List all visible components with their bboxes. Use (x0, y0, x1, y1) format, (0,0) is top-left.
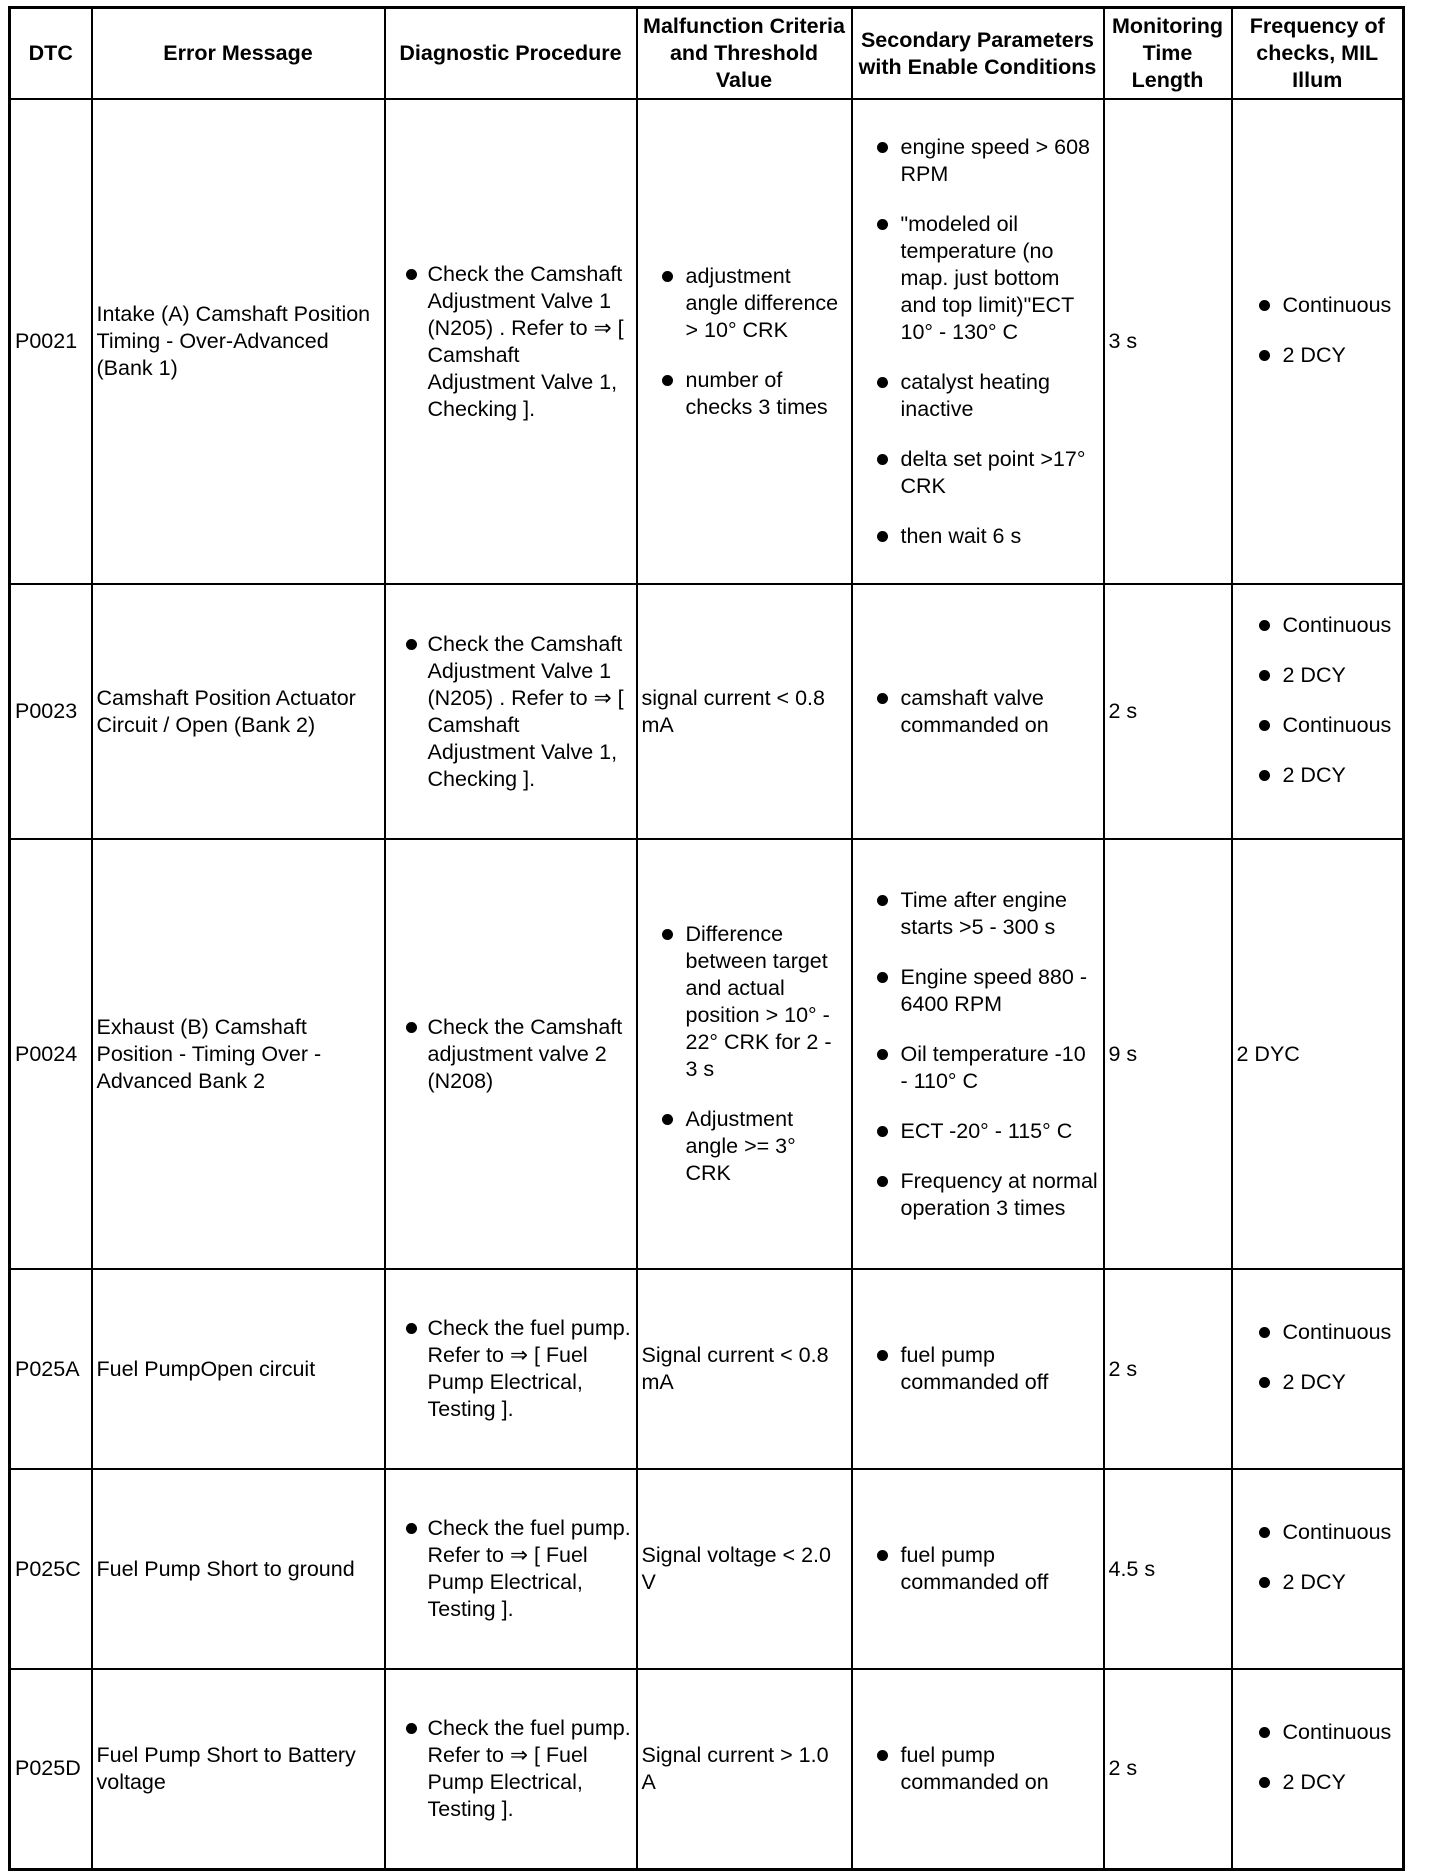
frequency-item: Continuous (1237, 1719, 1399, 1746)
frequency (1232, 584, 1404, 839)
diagnostic-step-list (390, 1315, 632, 1423)
criteria-list (642, 921, 847, 1187)
diagnostic-step-list (390, 631, 632, 793)
table-row (10, 99, 1404, 584)
diagnostic-procedure (385, 99, 637, 584)
dtc-code: P0024 (10, 839, 92, 1269)
diagnostic-procedure (385, 1269, 637, 1469)
criteria-item: Difference between target and actual position > 10° - 22° CRK for 2 - 3 s (642, 921, 847, 1083)
header-malfunction-criteria: Malfunction Criteria and Threshold Value (637, 8, 852, 100)
frequency-item: 2 DCY (1237, 342, 1399, 369)
criteria-item: number of checks 3 times (642, 367, 847, 421)
frequency-list (1237, 1319, 1399, 1396)
frequency-item: 2 DCY (1237, 662, 1399, 689)
diagnostic-step-list (390, 261, 632, 423)
dtc-code: P0021 (10, 99, 92, 584)
header-row (10, 8, 1404, 100)
secondary-parameters (852, 584, 1104, 839)
malfunction-criteria: signal current < 0.8 mA (637, 584, 852, 839)
dtc-code: P0023 (10, 584, 92, 839)
parameter-item: fuel pump commanded on (857, 1742, 1099, 1796)
monitoring-time: 4.5 s (1104, 1469, 1232, 1669)
monitoring-time: 2 s (1104, 584, 1232, 839)
monitoring-time: 9 s (1104, 839, 1232, 1269)
parameter-list (857, 1742, 1099, 1796)
diagnostic-step-list (390, 1515, 632, 1623)
diagnostic-procedure (385, 839, 637, 1269)
parameter-item: Frequency at normal operation 3 times (857, 1168, 1099, 1222)
secondary-parameters (852, 839, 1104, 1269)
parameter-item: ECT -20° - 115° C (857, 1118, 1099, 1145)
secondary-parameters (852, 1469, 1104, 1669)
frequency-list (1237, 292, 1399, 369)
dtc-code: P025D (10, 1669, 92, 1869)
frequency (1232, 99, 1404, 584)
diagnostic-procedure (385, 1669, 637, 1869)
parameter-item: then wait 6 s (857, 523, 1099, 550)
frequency-item: 2 DCY (1237, 762, 1399, 789)
header-frequency: Frequency of checks, MIL Illum (1232, 8, 1404, 100)
header-diagnostic-procedure: Diagnostic Procedure (385, 8, 637, 100)
malfunction-criteria: Signal current > 1.0 A (637, 1669, 852, 1869)
malfunction-criteria (637, 99, 852, 584)
header-secondary-parameters: Secondary Parameters with Enable Conditions (852, 8, 1104, 100)
frequency-item: Continuous (1237, 292, 1399, 319)
frequency-item: 2 DCY (1237, 1769, 1399, 1796)
frequency (1232, 1269, 1404, 1469)
diagnostic-step-item: Check the fuel pump. Refer to ⇒ [ Fuel Pump Electrical, Testing ]. (390, 1515, 632, 1623)
header-dtc: DTC (10, 8, 92, 100)
frequency-item: Continuous (1237, 1319, 1399, 1346)
parameter-list (857, 1542, 1099, 1596)
frequency-item: Continuous (1237, 1519, 1399, 1546)
diagnostic-procedure (385, 1469, 637, 1669)
error-message: Exhaust (B) Camshaft Position - Timing Over - Advanced Bank 2 (92, 839, 385, 1269)
diagnostic-step-list (390, 1014, 632, 1095)
dtc-code: P025A (10, 1269, 92, 1469)
diagnostic-step-item: Check the Camshaft Adjustment Valve 1 (N205) . Refer to ⇒ [ Camshaft Adjustment Valve 1, Checking ]. (390, 631, 632, 793)
error-message: Fuel PumpOpen circuit (92, 1269, 385, 1469)
malfunction-criteria: Signal current < 0.8 mA (637, 1269, 852, 1469)
frequency (1232, 1669, 1404, 1869)
table-row (10, 1469, 1404, 1669)
frequency-item: 2 DCY (1237, 1369, 1399, 1396)
malfunction-criteria: Signal voltage < 2.0 V (637, 1469, 852, 1669)
criteria-item: Adjustment angle >= 3° CRK (642, 1106, 847, 1187)
secondary-parameters (852, 99, 1104, 584)
header-monitoring-time: Monitoring Time Length (1104, 8, 1232, 100)
table-row (10, 839, 1404, 1269)
diagnostic-step-list (390, 1715, 632, 1823)
frequency-list (1237, 612, 1399, 789)
table-row (10, 1269, 1404, 1469)
diagnostic-step-item: Check the fuel pump. Refer to ⇒ [ Fuel Pump Electrical, Testing ]. (390, 1315, 632, 1423)
parameter-item: Time after engine starts >5 - 300 s (857, 887, 1099, 941)
parameter-list (857, 1342, 1099, 1396)
parameter-item: engine speed > 608 RPM (857, 134, 1099, 188)
table-row (10, 1669, 1404, 1869)
error-message: Intake (A) Camshaft Position Timing - Over-Advanced (Bank 1) (92, 99, 385, 584)
frequency-item: Continuous (1237, 712, 1399, 739)
frequency-item: Continuous (1237, 612, 1399, 639)
parameter-item: fuel pump commanded off (857, 1542, 1099, 1596)
diagnostic-procedure (385, 584, 637, 839)
malfunction-criteria (637, 839, 852, 1269)
secondary-parameters (852, 1269, 1104, 1469)
header-error-message: Error Message (92, 8, 385, 100)
error-message: Camshaft Position Actuator Circuit / Open (Bank 2) (92, 584, 385, 839)
error-message: Fuel Pump Short to Battery voltage (92, 1669, 385, 1869)
parameter-item: delta set point >17° CRK (857, 446, 1099, 500)
criteria-list (642, 263, 847, 421)
frequency-list (1237, 1719, 1399, 1796)
frequency (1232, 1469, 1404, 1669)
parameter-item: camshaft valve commanded on (857, 685, 1099, 739)
parameter-item: catalyst heating inactive (857, 369, 1099, 423)
dtc-table (8, 6, 1405, 1871)
monitoring-time: 3 s (1104, 99, 1232, 584)
table-row (10, 584, 1404, 839)
parameter-list (857, 685, 1099, 739)
dtc-table-container (8, 6, 1405, 1871)
parameter-item: "modeled oil temperature (no map. just bottom and top limit)"ECT 10° - 130° C (857, 211, 1099, 346)
parameter-list (857, 887, 1099, 1222)
parameter-item: fuel pump commanded off (857, 1342, 1099, 1396)
parameter-item: Engine speed 880 - 6400 RPM (857, 964, 1099, 1018)
error-message: Fuel Pump Short to ground (92, 1469, 385, 1669)
parameter-list (857, 134, 1099, 550)
frequency: 2 DYC (1232, 839, 1404, 1269)
monitoring-time: 2 s (1104, 1669, 1232, 1869)
dtc-code: P025C (10, 1469, 92, 1669)
criteria-item: adjustment angle difference > 10° CRK (642, 263, 847, 344)
diagnostic-step-item: Check the Camshaft adjustment valve 2 (N208) (390, 1014, 632, 1095)
diagnostic-step-item: Check the Camshaft Adjustment Valve 1 (N205) . Refer to ⇒ [ Camshaft Adjustment Valve 1, Checking ]. (390, 261, 632, 423)
diagnostic-step-item: Check the fuel pump. Refer to ⇒ [ Fuel Pump Electrical, Testing ]. (390, 1715, 632, 1823)
parameter-item: Oil temperature -10 - 110° C (857, 1041, 1099, 1095)
secondary-parameters (852, 1669, 1104, 1869)
frequency-item: 2 DCY (1237, 1569, 1399, 1596)
frequency-list (1237, 1519, 1399, 1596)
monitoring-time: 2 s (1104, 1269, 1232, 1469)
